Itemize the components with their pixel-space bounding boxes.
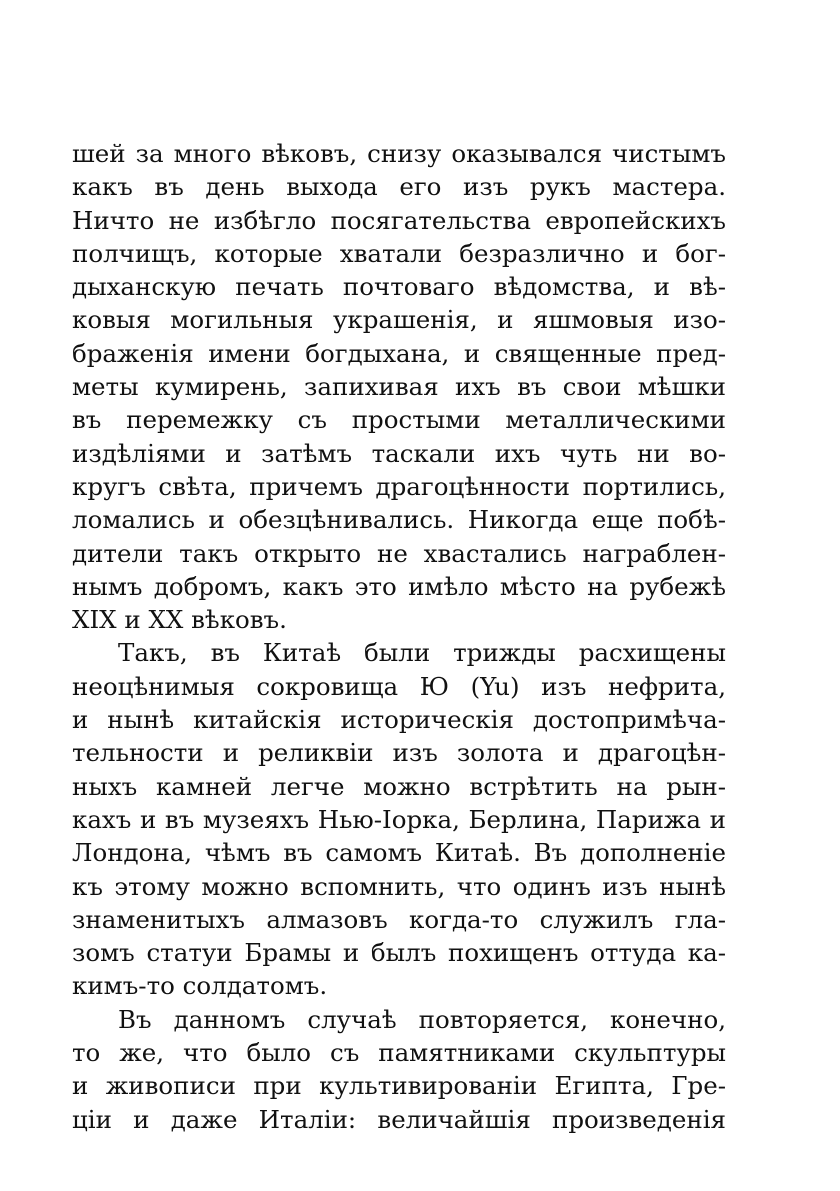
text-line: то же, что было съ памятниками скульптуры xyxy=(72,1038,726,1068)
text-line: ломались и обезцѣнивались. Никогда еще побѣ- xyxy=(72,505,726,535)
text-line: шей за много вѣковъ, снизу оказывался чистымъ xyxy=(72,139,726,168)
text-line: къ этому можно вспомнить, что одинъ изъ нынѣ xyxy=(72,871,726,901)
text-line: ныхъ камней легче можно встрѣтить на рын- xyxy=(72,771,726,801)
text-line: дыханскую печать почтоваго вѣдомства, и вѣ- xyxy=(72,272,726,302)
text-line: кругъ свѣта, причемъ драгоцѣнности портились, xyxy=(72,471,726,501)
text-line: издѣліями и затѣмъ таскали ихъ чуть ни во- xyxy=(72,438,726,468)
text-line: дители такъ открыто не хвастались награблен- xyxy=(72,538,726,568)
text-line: ціи и даже Италіи: величайшія произведенія xyxy=(72,1104,726,1134)
text-line: въ перемежку съ простыми металлическими xyxy=(72,405,726,435)
text-line: знаменитыхъ алмазовъ когда-то служилъ гла- xyxy=(72,904,726,934)
text-line: неоцѣнимыя сокровища Ю (Yu) изъ нефрита, xyxy=(72,671,726,701)
text-line: Ничто не избѣгло посягательства европейскихъ xyxy=(72,205,726,235)
body-text xyxy=(72,137,726,1136)
text-line: Такъ, въ Китаѣ были трижды расхищены xyxy=(118,638,726,668)
text-line: Лондона, чѣмъ въ самомъ Китаѣ. Въ дополненіе xyxy=(72,838,726,868)
text-line: XIX и XX вѣковъ. xyxy=(72,605,287,635)
text-line: полчищъ, которые хватали безразлично и бог- xyxy=(72,238,726,268)
text-line: зомъ статуи Брамы и былъ похищенъ оттуда ка- xyxy=(72,938,726,968)
text-line: кахъ и въ музеяхъ Нью-Іорка, Берлина, Парижа и xyxy=(72,804,726,834)
text-line: какъ въ день выхода его изъ рукъ мастера. xyxy=(72,172,726,202)
text-line: кимъ-то солдатомъ. xyxy=(72,971,328,1001)
text-line: и живописи при культивированіи Египта, Гре- xyxy=(72,1071,726,1101)
text-line: ковыя могильныя украшенія, и яшмовыя изо- xyxy=(72,305,726,335)
text-line: меты кумирень, запихивая ихъ въ свои мѣшки xyxy=(72,372,726,402)
text-line: и нынѣ китайскія историческія достопримѣча- xyxy=(72,705,726,735)
text-line: тельности и реликвіи изъ золота и драгоцѣн- xyxy=(72,738,726,768)
text-line: нымъ добромъ, какъ это имѣло мѣсто на рубежѣ xyxy=(72,571,726,601)
text-line: Въ данномъ случаѣ повторяется, конечно, xyxy=(118,1004,726,1034)
text-line: браженія имени богдыхана, и священные пред- xyxy=(72,338,726,368)
